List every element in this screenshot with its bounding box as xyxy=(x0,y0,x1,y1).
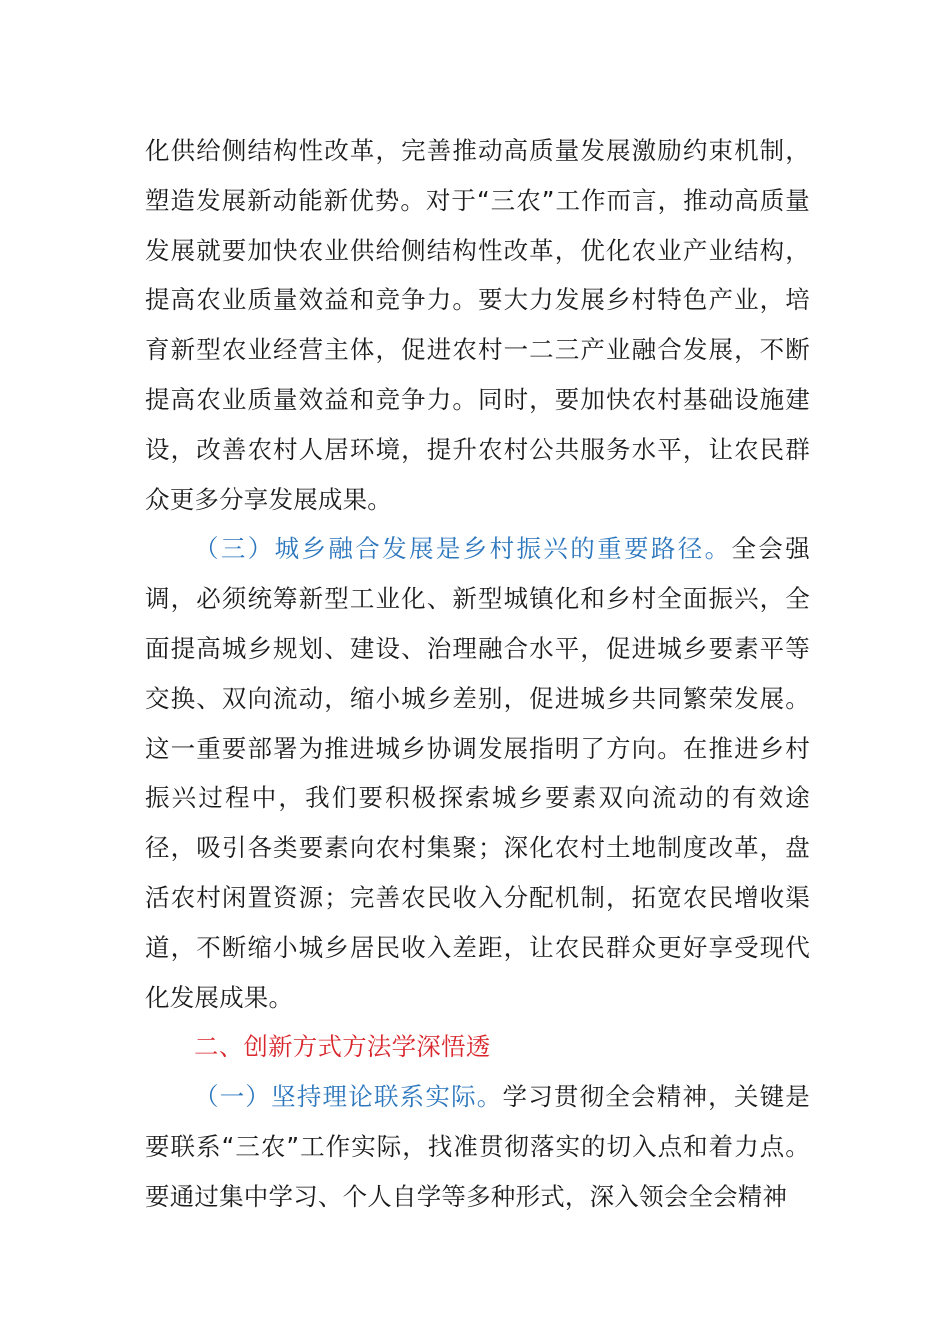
paragraph-2-body: 全会强调，必须统筹新型工业化、新型城镇化和乡村全面振兴，全面提高城乡规划、建设、治理融合水平，促进城乡要素平等交换、双向流动，缩小城乡差别，促进城乡共同繁荣发展。这一重要部署为推进城乡协调发展指明了方向。在推进乡村振兴过程中，我们要积极探索城乡要素双向流动的有效途径，吸引各类要素向农村集聚；深化农村土地制度改革，盘活农村闲置资源；完善农民收入分配机制，拓宽农民增收渠道，不断缩小城乡居民收入差距，让农民群众更好享受现代化发展成果。 xyxy=(145,534,811,1012)
paragraph-3 xyxy=(145,1072,810,1221)
document-page xyxy=(145,126,810,1222)
subheading-3: （三）城乡融合发展是乡村振兴的重要路径。 xyxy=(194,534,732,564)
paragraph-2 xyxy=(145,524,810,1022)
subheading-1: （一）坚持理论联系实际。 xyxy=(194,1082,503,1112)
section-heading-2: 二、创新方式方法学深悟透 xyxy=(194,1032,491,1062)
paragraph-1: 化供给侧结构性改革，完善推动高质量发展激励约束机制，塑造发展新动能新优势。对于“三农”工作而言，推动高质量发展就要加快农业供给侧结构性改革，优化农业产业结构，提高农业质量效益和竞争力。要大力发展乡村特色产业，培育新型农业经营主体，促进农村一二三产业融合发展，不断提高农业质量效益和竞争力。同时，要加快农村基础设施建设，改善农村人居环境，提升农村公共服务水平，让农民群众更多分享发展成果。 xyxy=(145,136,810,514)
paragraph-3-body: 学习贯彻全会精神，关键是要联系“三农”工作实际，找准贯彻落实的切入点和着力点。要通过集中学习、个人自学等多种形式，深入领会全会精神 xyxy=(145,1082,810,1211)
